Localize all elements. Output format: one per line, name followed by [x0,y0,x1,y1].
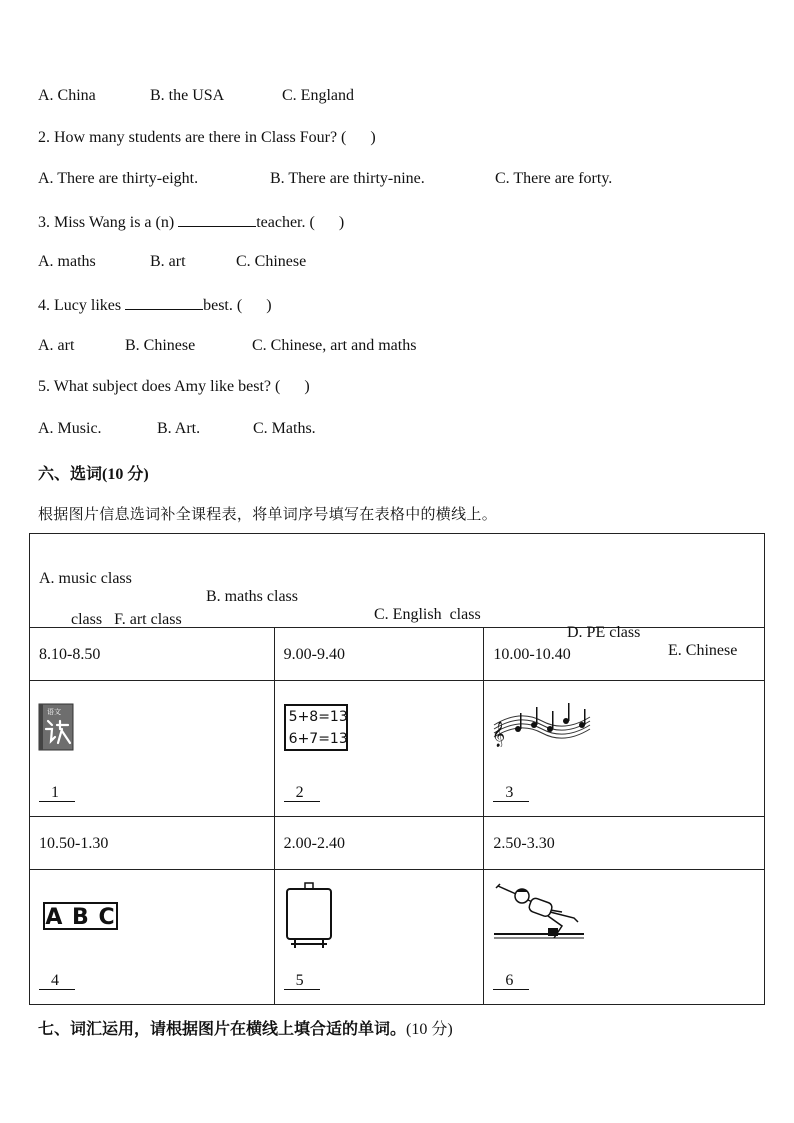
time-cell: 2.00-2.40 [274,817,484,870]
abc-card: A B C [43,902,118,930]
math-board [284,704,348,751]
q1-option-c: C. England [282,87,354,104]
music-notes-icon [490,699,594,747]
q4-option-a: A. art [38,337,75,354]
word-c: C. English class [374,606,481,623]
time-cell: 10.00-10.40 [484,628,765,681]
chinese-book-icon [38,703,76,753]
section7-heading: 七、词汇运用，请根据图片在横线上填合适的单词。(10 分) [38,1019,453,1038]
math-line-1: 5+8=13 [288,709,348,725]
picture-cell-4 [30,870,275,1005]
section6-instruction: 根据图片信息选词补全课程表，将单词序号填写在表格中的横线上。 [38,505,498,523]
q5-stem: 5. What subject does Amy like best? ( ) [38,378,310,395]
picture-cell-5 [274,870,484,1005]
schedule-table [29,533,765,1005]
time-cell: 2.50-3.30 [484,817,765,870]
q1-option-a: A. China [38,87,96,104]
svg-text:𝄞: 𝄞 [492,722,506,747]
time-cell: 8.10-8.50 [30,628,275,681]
picture-cell-2 [274,681,484,817]
math-line-2: 6+7=13 [288,731,348,747]
q2-option-c: C. There are forty. [495,170,613,187]
book-title: 语文 [47,708,61,716]
picture-cell-1 [30,681,275,817]
q3-option-a: A. maths [38,253,96,270]
q4-option-c: C. Chinese, art and maths [252,337,417,354]
section6-heading: 六、选词(10 分) [38,464,149,483]
word-e: E. Chinese [668,642,738,659]
answer-3: 3 [493,784,529,802]
answer-6: 6 [493,972,529,990]
word-a: A. music class [39,570,132,587]
picture-cell-3 [484,681,765,817]
answer-2: 2 [284,784,320,802]
q3-option-b: B. art [150,253,186,270]
drawing-board-icon [285,882,335,950]
q3-option-c: C. Chinese [236,253,307,270]
answer-5: 5 [284,972,320,990]
q2-option-b: B. There are thirty-nine. [270,170,425,187]
q5-option-a: A. Music. [38,420,102,437]
picture-cell-6 [484,870,765,1005]
q1-option-b: B. the USA [150,87,225,104]
q4-stem: 4. Lucy likes best. ( ) [38,297,272,314]
word-d: D. PE class [567,624,641,641]
q5-option-c: C. Maths. [253,420,316,437]
q2-option-a: A. There are thirty-eight. [38,170,199,187]
q2-stem: 2. How many students are there in Class Four? ( ) [38,129,376,146]
answer-4: 4 [39,972,75,990]
high-jump-icon [492,882,586,950]
word-f: F. art class [114,611,182,628]
time-cell: 9.00-9.40 [274,628,484,681]
word-e-cont: class [71,611,103,628]
word-b: B. maths class [206,588,298,605]
answer-1: 1 [39,784,75,802]
q5-option-b: B. Art. [157,420,201,437]
q3-stem: 3. Miss Wang is a (n) teacher. ( ) [38,214,345,231]
q4-option-b: B. Chinese [125,337,196,354]
time-cell: 10.50-1.30 [30,817,275,870]
